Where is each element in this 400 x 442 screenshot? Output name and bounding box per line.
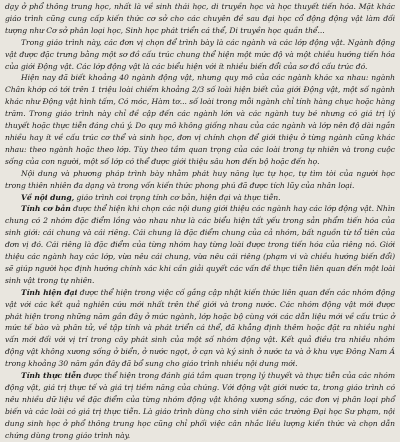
paragraph-phyla-count: Hiện nay đã biết khoảng 40 ngành động vật, nhưng quy mô của các ngành khác xa nhau: ngành Chân khớp có tới trên 1 triệu loài chiếm khoảng 2/3 số loài hiện biết của giới Động vật, một số ngành khác như Động vật hình tấm, Có móc, Hàm tơ... số loài trong mỗi ngành chỉ tính hàng chục hoặc hàng trăm. Trong giáo trình này chỉ đề cập đến các ngành lớn và các ngành tuy bé nhưng có giá trị lý thuyết hoặc thực tiễn đáng chú ý. Do quy mô không giống nhau của các ngành và lớp nên độ dài ngắn nhiều hay ít về cấu trúc cơ thể và sinh học, đơn vị chính chọn để giới thiệu ở từng ngành cũng khác nhau: theo ngành hoặc theo lớp. Tùy theo tầm quan trọng của các loài trong tự nhiên và trong cuộc sống của con người, một số lớp có thể được giới thiệu sâu hơn đến bộ hoặc đến họ. bbox=[5, 73, 395, 166]
lead-modern: Tính hiện đại bbox=[21, 287, 78, 297]
paragraph-method: Nội dung và phương pháp trình bày nhằm phát huy năng lực tự học, tự tìm tòi của người học trong thiên nhiên đa dạng và trong vốn kiến thức phong phú đã được tích lũy của nhân loại. bbox=[5, 168, 395, 190]
lead-basic: Tính cơ bản bbox=[21, 204, 71, 214]
paragraph-basic bbox=[5, 203, 395, 286]
paragraph-content-text: giáo trình coi trọng tính cơ bản, hiện đại và thực tiễn. bbox=[74, 192, 281, 202]
paragraph-basic-text: được thể hiện khi chọn các nội dung giới thiệu các ngành hay các lớp động vật. Nhìn chung có 2 nhóm đặc điểm lồng vào nhau như là các biểu hiện tất yếu trong sản phẩm tiến hóa của sinh giới: cái chung và cái riêng. Cái chung là đặc điểm chung của cả nhóm, bất nguồn từ tổ tiên của đơn vị đó. Cái riêng là đặc điểm của từng nhóm hay từng loài được trong tiến hóa của riêng nó. Giới thiệu các ngành hay các lớp, vừa nêu cái chung, vừa nêu cái riêng (phạm vi và chiều hướng biến đổi) sẽ giúp người học định hướng chính xác khi cần giải quyết các vấn đề thực tiễn liên quan đến một loài sinh vật trong tự nhiên. bbox=[5, 204, 395, 285]
paragraph-intro-continued: dạy ở phổ thông trung học, nhất là về sinh thái học, di truyền học và học thuyết tiến hóa. Mặt khác giáo trình cũng cung cấp kiến thức cơ sở cho các chuyên đề sau đại học cổ động động vật làm đối tượng như Cơ sở phân loại học, Sinh học phát triển cá thể, Di truyền học quần thể... bbox=[5, 2, 395, 35]
lead-content: Về nội dung, bbox=[21, 192, 75, 202]
paragraph-units: Trong giáo trình này, các đơn vị chọn để trình bày là các ngành và các lớp động vật. Ngành động vật được đặc trưng bằng một sơ đồ cấu trúc chung thể hiện một mức độ và một chiều hướng tiến hóa của giới Động vật. Các lớp động vật là các biểu hiện với ít nhiều biến đổi của sơ đồ cấu trúc đó. bbox=[5, 37, 395, 71]
paragraph-modern-text: được thể hiện trong việc cố gắng cập nhật kiến thức liên quan đến các nhóm động vật với các kết quả nghiên cứu mới nhất trên thế giới và trong nước. Các nhóm động vật mới được phát hiện trong những năm gần đây ở mức ngành, lớp hoặc bộ cùng với các dẫn liệu mới về cấu trúc ở mức tế bào và phân tử, về tập tính và phát triển cá thể, đã khẳng định thêm hoặc đặt ra nhiều nghi vấn mới đối với vị trí trong cây phát sinh của một số nhóm động vật. Kết quả điều tra nhiều nhóm động vật không xương sống ở biển, ở nước ngọt, ở cạn và ký sinh ở nước ta và ở khu vực Đông Nam Á trong khoảng 30 năm gần đây đã bổ sung cho giáo trình nhiều nội dung mới. bbox=[5, 287, 395, 369]
paragraph-practical-text: được thể hiện trong đánh giá tầm quan trọng lý thuyết và thực tiễn của các nhóm động vật, giá trị thực tế và giá trị tiềm năng của chúng. Với động vật giới nước ta, trong giáo trình có nêu nhiều dữ liệu về đặc điểm của từng nhóm động vật không xương sống, các đơn vị phân loại phổ biến và các loài có giá trị thực tiễn. Là giáo trình dùng cho sinh viên các trường Đại học Sư phạm, nội dung sinh học ở phổ thông trung học cũng chỉ phối việc cân nhắc liều lượng kiến thức và chọn dẫn chứng dùng trong giáo trình này. bbox=[5, 371, 395, 440]
paragraph-practical bbox=[5, 370, 395, 441]
paragraph-modern bbox=[5, 287, 395, 370]
lead-practical: Tính thực tiễn bbox=[21, 371, 82, 381]
document-page bbox=[5, 0, 395, 440]
paragraph-content bbox=[5, 192, 395, 204]
